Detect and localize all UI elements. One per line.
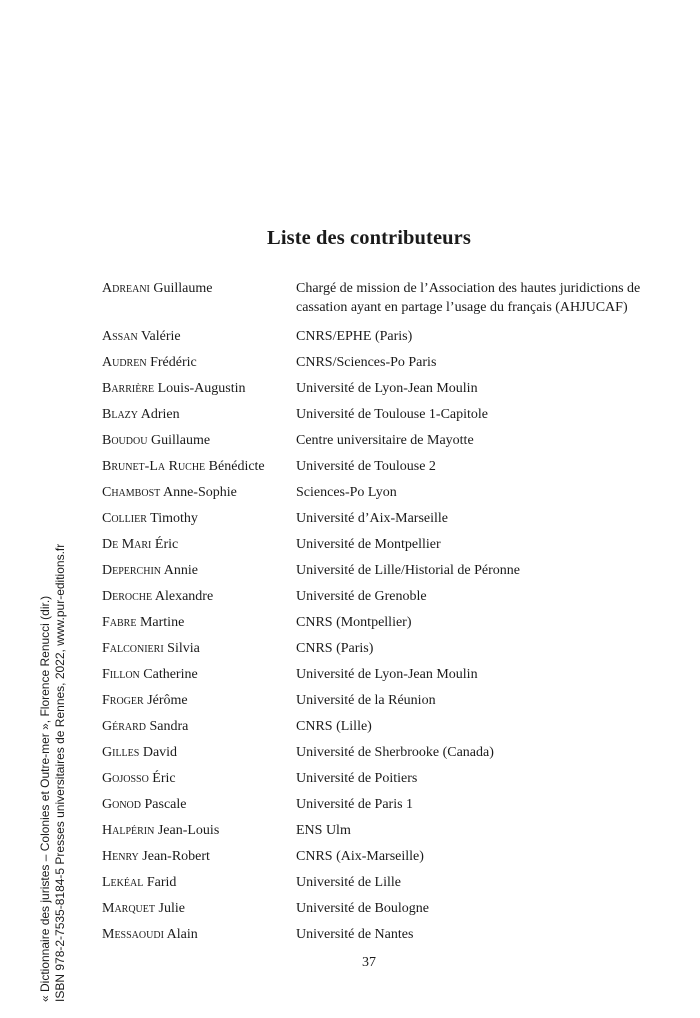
- contributor-row: [102, 925, 647, 944]
- contributor-surname: Halpérin: [102, 823, 155, 838]
- contributor-name: [102, 717, 296, 736]
- contributor-given-name: Alain: [166, 927, 198, 942]
- contributor-surname: De Mari: [102, 537, 152, 552]
- contributor-given-name: Julie: [158, 901, 185, 916]
- contributor-surname: Chambost: [102, 485, 161, 500]
- contributor-name: [102, 899, 296, 918]
- contributor-row: [102, 769, 647, 788]
- contributor-row: [102, 353, 647, 372]
- contributor-name: [102, 821, 296, 840]
- contributor-row: [102, 795, 647, 814]
- contributor-surname: Gilles: [102, 745, 140, 760]
- contributor-given-name: David: [142, 745, 178, 760]
- contributor-given-name: Martine: [139, 615, 185, 630]
- side-note-line-1: « Dictionnaire des juristes – Colonies et Outre-mer », Florence Renucci (dir.): [38, 595, 52, 1002]
- contributor-surname: Deroche: [102, 589, 153, 604]
- page-title: Liste des contributeurs: [267, 226, 471, 249]
- contributor-given-name: Bénédicte: [208, 459, 265, 474]
- contributor-given-name: Jean-Robert: [142, 849, 210, 864]
- contributor-name: [102, 509, 296, 528]
- contributor-given-name: Valérie: [140, 329, 181, 344]
- side-note: [38, 544, 67, 1002]
- contributor-surname: Gonod: [102, 797, 141, 812]
- contributor-affiliation: Université de Grenoble: [296, 589, 427, 604]
- contributor-row: [102, 431, 647, 450]
- contributor-surname: Fabre: [102, 615, 137, 630]
- contributor-surname: Lekéal: [102, 875, 144, 890]
- contributor-row: [102, 873, 647, 892]
- contributor-name: [102, 873, 296, 892]
- contributor-affiliation: Université de Toulouse 1-Capitole: [296, 407, 489, 422]
- contributor-surname: Audren: [102, 355, 147, 370]
- contributor-given-name: Frédéric: [150, 355, 197, 370]
- contributor-row: [102, 587, 647, 606]
- contributor-name: [102, 639, 296, 658]
- contributor-name: [102, 691, 296, 710]
- contributor-affiliation: CNRS (Paris): [296, 641, 374, 656]
- contributor-given-name: Farid: [146, 875, 177, 890]
- contributor-affiliation: ENS Ulm: [296, 823, 351, 838]
- contributor-name: [102, 405, 296, 424]
- contributor-given-name: Éric: [152, 771, 176, 786]
- contributor-surname: Fillon: [102, 667, 140, 682]
- contributor-row: [102, 665, 647, 684]
- contributor-row: [102, 535, 647, 554]
- contributor-row: [102, 457, 647, 476]
- contributor-surname: Adreani: [102, 281, 150, 296]
- contributor-surname: Boudou: [102, 433, 148, 448]
- contributor-given-name: Sandra: [149, 719, 189, 734]
- page-number: 37: [362, 955, 376, 970]
- contributor-name: [102, 665, 296, 684]
- contributor-given-name: Éric: [154, 537, 179, 552]
- contributor-surname: Assan: [102, 329, 138, 344]
- contributor-affiliation: CNRS (Montpellier): [296, 615, 412, 630]
- contributor-given-name: Adrien: [140, 407, 180, 422]
- contributor-name: [102, 769, 296, 788]
- contributor-row: [102, 717, 647, 736]
- contributor-affiliation: Université de Toulouse 2: [296, 459, 436, 474]
- contributor-given-name: Pascale: [144, 797, 187, 812]
- contributor-surname: Deperchin: [102, 563, 162, 578]
- contributor-affiliation: Université de la Réunion: [296, 693, 436, 708]
- contributor-surname: Collier: [102, 511, 147, 526]
- contributor-given-name: Catherine: [143, 667, 198, 682]
- contributor-row: [102, 691, 647, 710]
- contributor-surname: Messaoudi: [102, 927, 164, 942]
- contributor-given-name: Guillaume: [153, 281, 213, 296]
- contributor-affiliation: Université de Lyon-Jean Moulin: [296, 381, 478, 396]
- contributor-affiliation: Chargé de mission de l’Association des hautes juridictions de cassation ayant en partage l’usage du français (AHJUCAF): [296, 281, 641, 315]
- contributor-given-name: Silvia: [167, 641, 200, 656]
- contributor-row: [102, 639, 647, 658]
- contributor-given-name: Louis-Augustin: [157, 381, 246, 396]
- contributor-surname: Gérard: [102, 719, 147, 734]
- contributor-name: [102, 431, 296, 450]
- contributor-name: [102, 535, 296, 554]
- contributor-name: [102, 483, 296, 502]
- contributor-affiliation: CNRS/EPHE (Paris): [296, 329, 413, 344]
- contributor-name: [102, 743, 296, 762]
- contributor-name: [102, 847, 296, 866]
- side-note-line-2: ISBN 978-2-7535-8184-5 Presses universitaires de Rennes, 2022, www.pur-editions.fr: [52, 543, 67, 1002]
- contributor-affiliation: Université de Nantes: [296, 927, 414, 942]
- contributor-name: [102, 327, 296, 346]
- contributor-affiliation: Université d’Aix-Marseille: [296, 511, 449, 526]
- contributor-affiliation: Centre universitaire de Mayotte: [296, 433, 474, 448]
- contributor-affiliation: Université de Boulogne: [296, 901, 429, 916]
- contributor-name: [102, 925, 296, 944]
- contributor-row: [102, 613, 647, 632]
- contributor-name: [102, 587, 296, 606]
- contributor-row: [102, 821, 647, 840]
- contributor-row: [102, 743, 647, 762]
- contributor-row: [102, 847, 647, 866]
- contributor-affiliation: Université de Lille: [296, 875, 401, 890]
- contributor-surname: Froger: [102, 693, 144, 708]
- contributor-affiliation: CNRS (Aix-Marseille): [296, 849, 424, 864]
- contributor-affiliation: Université de Lyon-Jean Moulin: [296, 667, 478, 682]
- contributor-given-name: Guillaume: [150, 433, 211, 448]
- contributor-affiliation: CNRS/Sciences-Po Paris: [296, 355, 437, 370]
- contributor-surname: Brunet-La Ruche: [102, 459, 206, 474]
- contributors-list: [102, 279, 647, 951]
- contributor-name: [102, 379, 296, 398]
- contributor-name: [102, 561, 296, 580]
- contributor-name: [102, 613, 296, 632]
- contributor-row: [102, 509, 647, 528]
- contributor-affiliation: Université de Paris 1: [296, 797, 414, 812]
- contributor-given-name: Anne-Sophie: [162, 485, 237, 500]
- contributor-affiliation: Université de Poitiers: [296, 771, 418, 786]
- contributor-row: [102, 327, 647, 346]
- contributor-row: [102, 899, 647, 918]
- contributor-affiliation: Sciences-Po Lyon: [296, 485, 397, 500]
- contributor-row: [102, 379, 647, 398]
- contributor-row: [102, 279, 647, 317]
- contributor-affiliation: Université de Sherbrooke (Canada): [296, 745, 494, 760]
- contributor-affiliation: Université de Montpellier: [296, 537, 441, 552]
- contributor-affiliation: CNRS (Lille): [296, 719, 372, 734]
- contributor-row: [102, 483, 647, 502]
- contributor-surname: Gojosso: [102, 771, 149, 786]
- contributor-given-name: Jean-Louis: [157, 823, 220, 838]
- contributor-given-name: Annie: [163, 563, 198, 578]
- contributor-name: [102, 795, 296, 814]
- contributor-name: [102, 457, 296, 476]
- contributor-row: [102, 561, 647, 580]
- contributor-surname: Marquet: [102, 901, 155, 916]
- contributor-given-name: Timothy: [150, 511, 198, 526]
- contributor-surname: Henry: [102, 849, 139, 864]
- contributor-given-name: Alexandre: [154, 589, 214, 604]
- contributor-surname: Barrière: [102, 381, 155, 396]
- contributor-name: [102, 353, 296, 372]
- contributor-surname: Blazy: [102, 407, 138, 422]
- contributor-row: [102, 405, 647, 424]
- contributor-affiliation: Université de Lille/Historial de Péronne: [296, 563, 520, 578]
- contributor-name: [102, 279, 296, 298]
- contributor-surname: Falconieri: [102, 641, 164, 656]
- contributor-given-name: Jérôme: [147, 693, 188, 708]
